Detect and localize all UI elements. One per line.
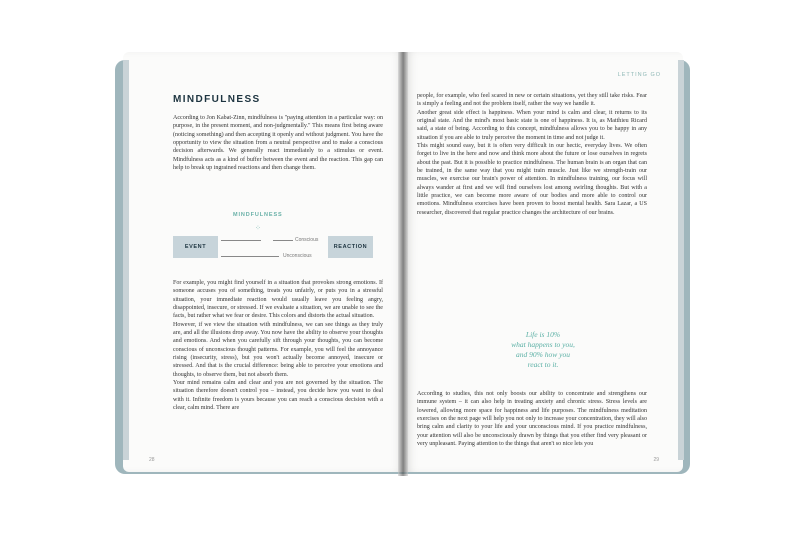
- running-head: LETTING GO: [617, 72, 661, 78]
- dots-icon: ⁘: [255, 225, 260, 232]
- right-page: [403, 52, 683, 472]
- event-box: EVENT: [173, 236, 218, 258]
- body-text-left: [173, 279, 383, 413]
- pull-quote: Life is 10% what happens to you, and 90% how you react to it.: [511, 330, 575, 369]
- right-page-tab: [678, 60, 684, 460]
- conscious-label: Conscious: [295, 237, 319, 243]
- page-number-left: 28: [149, 457, 155, 463]
- conscious-line: [221, 240, 261, 241]
- paragraph: However, if we view the situation with mindfulness, we can see things as they truly are, and all the illusions drop away. You now have the ability to observe your thoughts and emotions. And when you carefully sift through your thoughts, you can become conscious of unconscious thought patterns. For example, you will feel the annoyance rising (insecurity, stress), but you won't actually become annoyed, insecure or stressed. And that is the crucial difference: being able to perceive your emotions and thoughts, to observe them, but not absorb them.: [173, 321, 383, 378]
- open-book: [115, 52, 690, 477]
- mindfulness-diagram: [173, 212, 383, 272]
- left-page: [123, 52, 406, 472]
- diagram-mindfulness-label: MINDFULNESS: [233, 212, 283, 218]
- paragraph: According to studies, this not only boosts our ability to concentrate and strengthens our immune system – it can also help in treating anxiety and chronic stress. Stress levels are lowered, allowing more space for happiness and life purposes. The mindfulness meditation exercises on the next page will help you not only to increase your concentration, they will also bring calm and clarity to your life and your unconscious mind. If you practice mindfulness, your attention will also be unconsciously drawn by things that you either find very pleasant or very unpleasant. Paying attention to the things that aren't so nice lets you: [417, 391, 647, 448]
- book-spine: [398, 52, 408, 476]
- paragraph: Your mind remains calm and clear and you are not governed by the situation. The situation therefore doesn't control you – instead, you decide how you want to deal with it. Infinite freedom is yours because you can reach a conscious decision with a clear, calm mind. There are: [173, 380, 383, 412]
- paragraph: This might sound easy, but it is often very difficult in our hectic, everyday lives. We often forget to live in the here and now and think more about the future or lose ourselves in regrets about the past. But it is possible to practice mindfulness. The human brain is an organ that can be trained, in the same way that you might train muscle. Just like we strength-train our muscles, we exercise our brain's power of attention. In mindfulness training, our focus will always wander at first and we will find ourselves lost among swirling thoughts. But with a little practice, we can become more aware of our bodies and more able to control our emotions. Mindfulness exercises have been proven to boost mental health. Sara Lazar, a US researcher, discovered that regular practice changes the architecture of our brains.: [417, 143, 647, 216]
- page-number-right: 29: [653, 457, 659, 463]
- paragraph: people, for example, who feel scared in new or certain situations, yet they still take risks. Fear is simply a feeling and not the problem itself, rather the way we handle it.: [417, 93, 647, 108]
- paragraph: Another great side effect is happiness. When your mind is calm and clear, it returns to its original state. And the mind's most basic state is one of happiness. It is, as Matthieu Ricard said, a state of being. According to this concept, mindfulness allows you to be happy in any situation if you are able to truly perceive the moment in time and not judge it.: [417, 109, 647, 141]
- left-page-tab: [123, 60, 129, 460]
- body-text-right-bottom: [417, 390, 647, 448]
- page-heading: MINDFULNESS: [173, 94, 261, 105]
- reaction-box: REACTION: [328, 236, 373, 258]
- unconscious-line: [221, 256, 279, 257]
- paragraph: For example, you might find yourself in a situation that provokes strong emotions. If someone accuses you of something, treats you unfairly, or puts you in a stressful situation, your immediate reaction would usually leave you feeling angry, disappointed, insecure, or stressed. If we evaluate a situation, we are unable to see the facts, but rather what we fear or desire. This colors and distorts the actual situation.: [173, 280, 383, 320]
- conscious-line-2: [273, 240, 293, 241]
- unconscious-label: Unconscious: [283, 253, 312, 259]
- body-text-right-top: [417, 92, 647, 217]
- intro-paragraph: According to Jon Kabat-Zinn, mindfulness is "paying attention in a particular way: on purpose, in the present moment, and non-judgmentally." This means first being aware (noticing something) and then accepting it openly and without judgment. You have the opportunity to view the situation from a neutral perspective and to make a conscious decision afterwards. We generally react immediately to a stimulus or event. Mindfulness acts as a kind of buffer between the event and the reaction. This gap can help to break up ingrained reactions and then change them.: [173, 115, 383, 172]
